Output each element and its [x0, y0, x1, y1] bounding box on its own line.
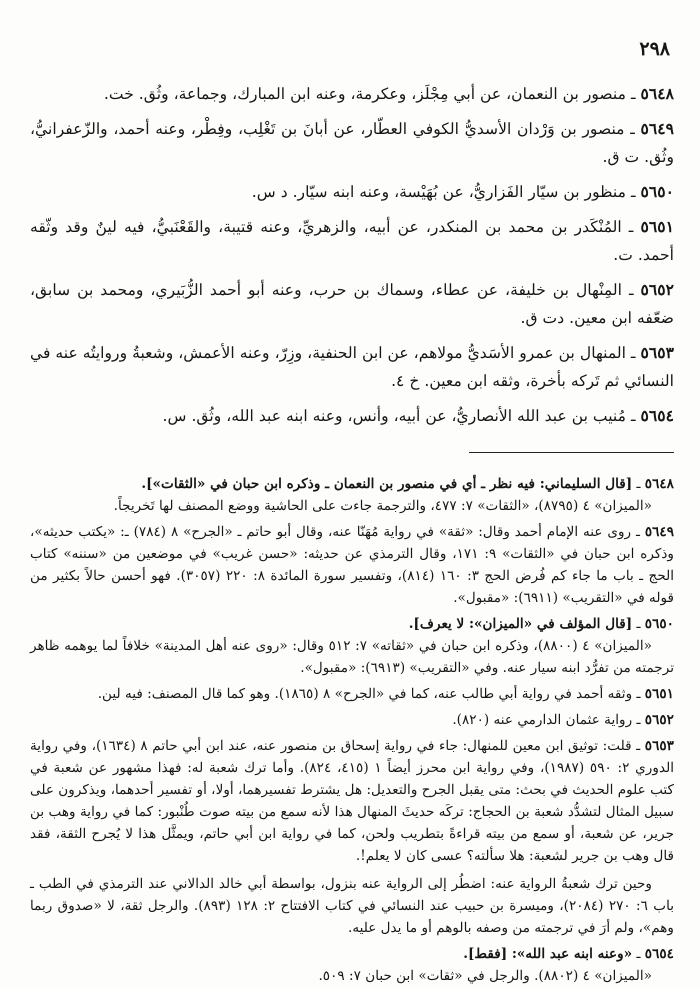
note-5652: ٥٦٥٢ ـ رواية عثمان الدارمي عنه (٨٢٠). [452, 712, 674, 728]
note-text-continued: وحين ترك شعبةُ الرواية عنه: اضطُر إلى الرواية عنه بنزول، بواسطة أبي خالد الدالاني عند الترمذي في الطب ـ باب ٦: ٢٧٠ (٢٠٨٤)، وميسرة بن حبيب عند النسائي في كتاب الافتتاح ٢: ١٢٨ (٨٩٣). والرجل ثقة، لا «صدوق ربما وهم»، ولم أرَ في ترجمته من وصفه بالوهم أو ما يدل عليه. [30, 876, 675, 936]
entry-5654: ٥٦٥٤ ـ مُنيب بن عبد الله الأنصاريُّ، عن أبيه، وأنس، وعنه ابنه عبد الله، وثُق. س. [162, 406, 674, 425]
note-number: ٥٦٤٩ [644, 524, 675, 540]
note-5654: ٥٦٥٤ ـ «وعنه ابنه عبد الله»: [فقط]. «الميزان» ٤ (٨٨٠٢). والرجل في «ثقات» ابن حبان ٧: ٥٠٩. [30, 943, 674, 987]
note-text: «الميزان» ٤ (٨٨٠٢). والرجل في «ثقات» ابن حبان ٧: ٥٠٩. [318, 968, 652, 984]
note-number: ٥٦٥٤ [644, 946, 674, 962]
page-number: ٢٩٨ [639, 38, 670, 60]
note-number: ٥٦٥٠ [644, 616, 674, 632]
entry-5648: ٥٦٤٨ ـ منصور بن النعمان، عن أبي مِجْلَز، وعكرمة، وعنه ابن المبارك، وجماعة، وثُق. خت. [103, 84, 674, 103]
note-5653: ٥٦٥٣ ـ قلت: توثيق ابن معين للمنهال: جاء في رواية إسحاق بن منصور عنه، عند ابن أبي حاتم ٨ (١٦٣٤)، وفي رواية الدوري ٢: ٥٩٠ (١٩٨٧)، وفي رواية ابن محرز أيضاً ١ (٤١٥، ٨٢٤). وأما ترك شعبة له: فهذا مشهور عن شعبة في كتب علوم الحديث في بحث: متى يقبل الجرح والتعديل: هل يشترط تفسيرهما، أولا، أو تفسير أحدهما، ويذكرون على سبيل المثال لتشدُّد شعبة بن الحجاج: تركَه حديثَ المنهال هذا لأنه سمع من بيته صوت طُنْبور: كما في رواية وهب بن جرير، عن شعبة، أو سمع من بيته قراءةً بتطريب ولحن، كما في رواية ابن أبي حاتم، ويمثَّل هذا لا يُجرح الثقة، فقد قال وهب بن جرير لشعبة: هلا سألته؟ عسى كان لا يعلم!. وحين ترك شعبةُ الرواية عنه: اضطُر إلى الرواية عنه بنزول، بواسطة أبي خالد الدالاني عند الترمذي في الطب ـ باب ٦: ٢٧٠ (٢٠٨٤)، وميسرة بن حبيب عند النسائي في كتاب الافتتاح ٢: ١٢٨ (٨٩٣). والرجل ثقة، لا «صدوق ربما وهم»، ولم أرَ في ترجمته من وصفه بالوهم أو ما يدل عليه. [30, 735, 674, 939]
entry-text: المِنْهال بن خليفة، عن عطاء، وسماك بن حرب، وعنه أبو أحمد الزُّبَيري، ومحمد بن سابق، ضعّفه ابن معين. دت ق. [30, 281, 674, 327]
entry-number: ٥٦٥٢ [640, 280, 675, 299]
note-text: «الميزان» ٤ (٨٨٠٠)، وذكره ابن حبان في «ثقاته» ٧: ٥١٢ وقال: «روى عنه أهل المدينة» خلافاً لما يوهمه ظاهر ترجمته من تفرُّد ابنه سيار عنه. وفي «التقريب» (٦٩١٣): «مقبول». [30, 638, 674, 676]
entry-5651: ٥٦٥١ ـ المُنْكَدر بن محمد بن المنكدر، عن أبيه، والزهريِّ، وعنه قتيبة، والقَعْنَبيُّ، فيه لينٌ وقد وثّقه أحمد. ت. [30, 217, 674, 264]
entry-text: منصور بن النعمان، عن أبي مِجْلَز، وعكرمة، وعنه ابن المبارك، وجماعة، وثُق. خت. [103, 85, 626, 103]
note-5651: ٥٦٥١ ـ وثقه أحمد في رواية أبي طالب عنه، كما في «الجرح» ٨ (١٨٦٥). وهو كما قال المصنف: فيه لين. [97, 686, 674, 702]
entry-5653: ٥٦٥٣ ـ المنهال بن عمرو الأسَديُّ مولاهم، عن ابن الحنفية، وزِرّ، وعنه الأعمش، وشعبةُ وروايتُه عنه في النسائي ثم تَركه بأخرة، وثقه ابن معين. خ ٤. [30, 343, 674, 390]
footnote-separator [469, 452, 674, 453]
note-number: ٥٦٥١ [644, 686, 674, 702]
note-text: رواية عثمان الدارمي عنه (٨٢٠). [452, 712, 633, 728]
note-text: قلت: توثيق ابن معين للمنهال: جاء في رواية إسحاق بن منصور عنه، عند ابن أبي حاتم ٨ (١٦٣٤)، وفي رواية الدوري ٢: ٥٩٠ (١٩٨٧)، وفي رواية ابن محرز أيضاً ١ (٤١٥، ٨٢٤). وأما ترك شعبة له: فهذا مشهور عن شعبة في كتب علوم الحديث في بحث: متى يقبل الجرح والتعديل: هل يشترط تفسيرهما، أولا، أو تفسير أحدهما، ويذكرون على سبيل المثال لتشدُّد شعبة بن الحجاج: تركَه حديثَ المنهال هذا لأنه سمع من بيته صوت طُنْبور: كما في رواية وهب بن جرير، عن شعبة، أو سمع من بيته قراءةً بتطريب ولحن، كما في رواية ابن أبي حاتم، ويمثَّل هذا لا يُجرح الثقة، فقد قال وهب بن جرير لشعبة: هلا سألته؟ عسى كان لا يعلم!. [30, 738, 674, 864]
note-text: «الميزان» ٤ (٨٧٩٥)، «الثقات» ٧: ٤٧٧، والترجمة جاءت على الحاشية ووضع المصنف لها تَخريجاً. [113, 498, 652, 514]
entry-text: مُنيب بن عبد الله الأنصاريُّ، عن أبيه، وأنس، وعنه ابنه عبد الله، وثُق. س. [162, 407, 626, 425]
entry-text: منظور بن سيّار الفَزاريُّ، عن بُهَيْسة، وعنه ابنه سيّار. د س. [251, 183, 626, 201]
entry-number: ٥٦٥١ [640, 217, 674, 236]
entry-5649: ٥٦٤٩ ـ منصور بن وَرْدان الأسديُّ الكوفي العطّار، عن أبانَ بن تَغْلِب، وفِطْر، وعنه أحمد، والزّعفرانيُّ، وثُق. ت ق. [30, 119, 675, 166]
entry-text: المنهال بن عمرو الأسَديُّ مولاهم، عن ابن الحنفية، وزِرّ، وعنه الأعمش، وشعبةُ وروايتُه عنه في النسائي ثم تَركه بأخرة، وثقه ابن معين. خ ٤. [30, 344, 674, 390]
footnotes [30, 473, 674, 987]
note-number: ٥٦٥٣ [644, 738, 674, 754]
note-text: وثقه أحمد في رواية أبي طالب عنه، كما في «الجرح» ٨ (١٨٦٥). وهو كما قال المصنف: فيه لين. [97, 686, 633, 702]
main-text [30, 80, 674, 430]
entry-number: ٥٦٥٠ [640, 182, 674, 201]
note-5648: ٥٦٤٨ ـ [قال السليماني: فيه نظر ـ أي في منصور بن النعمان ـ وذكره ابن حبان في «الثقات»]. «الميزان» ٤ (٨٧٩٥)، «الثقات» ٧: ٤٧٧، والترجمة جاءت على الحاشية ووضع المصنف لها تَخريجاً. [30, 473, 674, 517]
entry-number: ٥٦٤٨ [640, 84, 674, 103]
entry-number: ٥٦٥٤ [640, 406, 674, 425]
entry-text: المُنْكَدر بن محمد بن المنكدر، عن أبيه، والزهريِّ، وعنه قتيبة، والقَعْنَبيُّ، فيه لينٌ وقد وثّقه أحمد. ت. [30, 218, 674, 264]
entry-5650: ٥٦٥٠ ـ منظور بن سيّار الفَزاريُّ، عن بُهَيْسة، وعنه ابنه سيّار. د س. [251, 182, 674, 201]
note-5650: ٥٦٥٠ ـ [قال المؤلف في «الميزان»: لا يعرف]. «الميزان» ٤ (٨٨٠٠)، وذكره ابن حبان في «ثقاته» ٧: ٥١٢ وقال: «روى عنه أهل المدينة» خلافاً لما يوهمه ظاهر ترجمته من تفرُّد ابنه سيار عنه. وفي «التقريب» (٦٩١٣): «مقبول». [30, 613, 674, 679]
note-heading: [قال السليماني: فيه نظر ـ أي في منصور بن النعمان ـ وذكره ابن حبان في «الثقات»]. [141, 476, 633, 492]
note-text: روى عنه الإمام أحمد وقال: «ثقة» في رواية مُهَنّا عنه، وقال أبو حاتم ـ «الجرح» ٨ (٧٨٤) ـ: «يكتب حديثه»، وذكره ابن حبان في «الثقات» ٩: ١٧١، وقال الترمذي عن حديثه: «حسن غريب» في موضعين من «سننه» كتاب الحج ـ باب ما جاء كم فُرض الحج ٣: ١٦٠ (٨١٤)، وتفسير سورة المائدة ٨: ٢٢٠ (٣٠٥٧). فهو أحسن حالاً بكثير من قوله في «التقريب» (٦٩١١): «مقبول». [30, 524, 675, 606]
entry-5652: ٥٦٥٢ ـ المِنْهال بن خليفة، عن عطاء، وسماك بن حرب، وعنه أبو أحمد الزُّبَيري، ومحمد بن سابق، ضعّفه ابن معين. دت ق. [30, 280, 675, 327]
note-heading: «وعنه ابنه عبد الله»: [فقط]. [463, 946, 633, 962]
note-number: ٥٦٥٢ [644, 712, 674, 728]
entry-number: ٥٦٥٣ [640, 343, 674, 362]
entry-number: ٥٦٤٩ [640, 119, 675, 138]
entry-text: منصور بن وَرْدان الأسديُّ الكوفي العطّار، عن أبانَ بن تَغْلِب، وفِطْر، وعنه أحمد، والزّعفرانيُّ، وثُق. ت ق. [30, 120, 674, 166]
note-number: ٥٦٤٨ [644, 476, 674, 492]
note-5649: ٥٦٤٩ ـ روى عنه الإمام أحمد وقال: «ثقة» في رواية مُهَنّا عنه، وقال أبو حاتم ـ «الجرح» ٨ (٧٨٤) ـ: «يكتب حديثه»، وذكره ابن حبان في «الثقات» ٩: ١٧١، وقال الترمذي عن حديثه: «حسن غريب» في موضعين من «سننه» كتاب الحج ـ باب ما جاء كم فُرض الحج ٣: ١٦٠ (٨١٤)، وتفسير سورة المائدة ٨: ٢٢٠ (٣٠٥٧). فهو أحسن حالاً بكثير من قوله في «التقريب» (٦٩١١): «مقبول». [30, 524, 675, 606]
note-heading: [قال المؤلف في «الميزان»: لا يعرف]. [408, 616, 633, 632]
